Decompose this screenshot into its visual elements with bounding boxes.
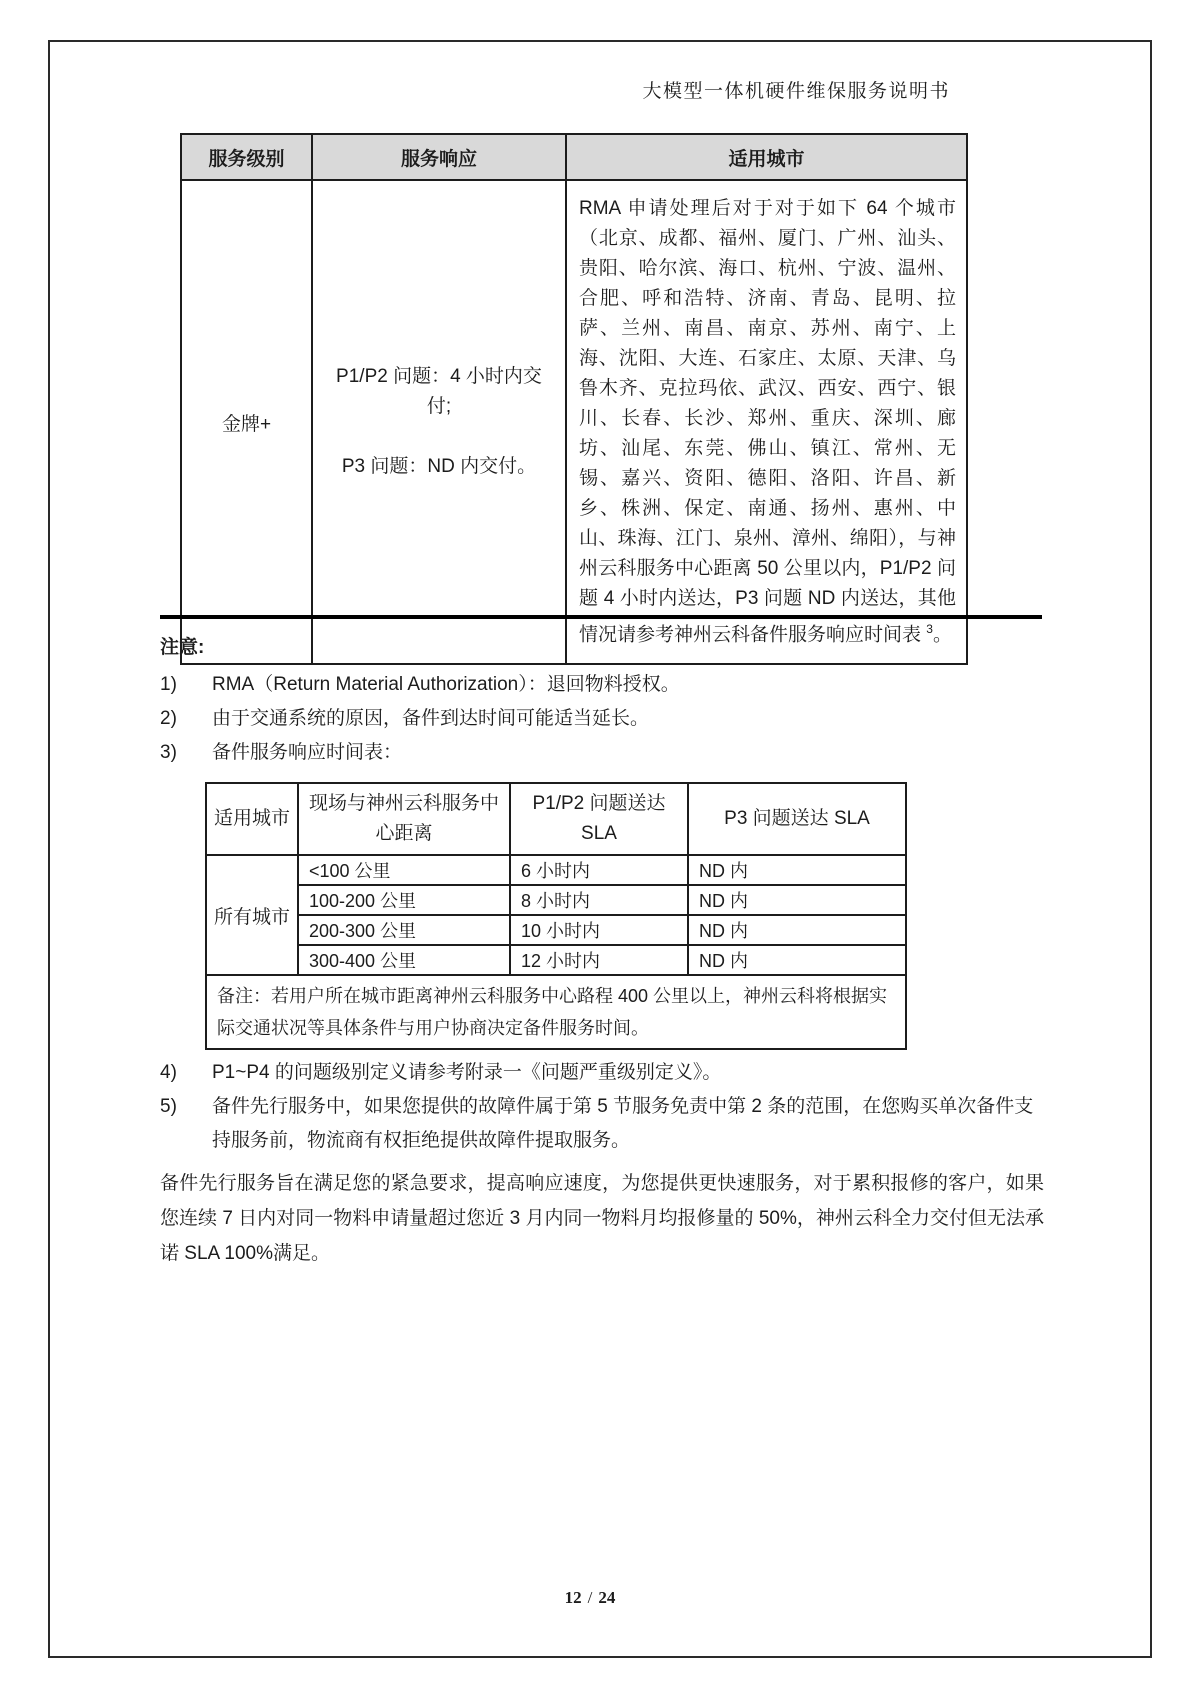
sla-p1p2-cell: 6 小时内 [510,855,688,885]
footnote-superscript-3: 3 [926,622,933,636]
note-text: 备件先行服务中，如果您提供的故障件属于第 5 节服务免责中第 2 条的范围，在您购买单次备件支持服务前，物流商有权拒绝提供故障件提取服务。 [212,1096,1034,1151]
sla-header-distance: 现场与神州云科服务中心距离 [298,783,510,855]
note-item-1 [160,668,1044,702]
service-table-row [181,180,967,664]
sla-response-time-table [205,782,907,1050]
service-table-header-row [181,134,967,180]
sla-table-header-row [206,783,906,855]
total-page-number: 24 [598,1588,616,1607]
sla-table-row [206,915,906,945]
service-table-header-response: 服务响应 [312,134,566,180]
applicable-cities-cell [566,180,967,664]
note-number: 4) [160,1062,177,1083]
sla-table-row [206,885,906,915]
section-divider [160,615,1042,619]
note-text: RMA（Return Material Authorization）：退回物料授权。 [212,674,680,695]
sla-distance-cell: <100 公里 [298,855,510,885]
closing-paragraph: 备件先行服务旨在满足您的紧急要求，提高响应速度，为您提供更快速服务，对于累积报修的客户，如果您连续 7 日内对同一物料申请量超过您近 3 月内同一物料月均报修量的 50%，神州云科全力交付但无法承诺 SLA 100%满足。 [160,1173,1044,1264]
sla-city-scope-cell: 所有城市 [206,855,298,975]
sla-distance-cell: 200-300 公里 [298,915,510,945]
note-number: 2) [160,708,177,729]
cities-text-period: 。 [932,624,952,646]
sla-p1p2-cell: 8 小时内 [510,885,688,915]
response-line-p3: P3 问题：ND 内交付。 [341,456,537,478]
sla-p1p2-cell: 12 小时内 [510,945,688,975]
note-number: 3) [160,742,177,763]
page-number-separator: / [587,1588,593,1607]
notes-section [160,632,1044,1271]
sla-distance-cell: 300-400 公里 [298,945,510,975]
note-text: P1~P4 的问题级别定义请参考附录一《问题严重级别定义》。 [212,1062,722,1083]
service-level-table [180,133,968,665]
current-page-number: 12 [564,1588,582,1607]
sla-distance-cell: 100-200 公里 [298,885,510,915]
page-footer [0,1588,1180,1608]
note-item-3 [160,736,1044,770]
note-item-5 [160,1090,1044,1158]
sla-header-p3: P3 问题送达 SLA [688,783,906,855]
sla-header-p1p2: P1/P2 问题送达 SLA [510,783,688,855]
document-header-title: 大模型一体机硬件维保服务说明书 [642,81,950,102]
service-response-cell [312,180,566,664]
sla-table-row [206,855,906,885]
note-text: 备件服务响应时间表： [212,742,403,763]
note-number: 1) [160,674,177,695]
response-line-p1p2: P1/P2 问题：4 小时内交付; [336,366,542,418]
sla-p3-cell: ND 内 [688,885,906,915]
sla-p3-cell: ND 内 [688,855,906,885]
note-text: 由于交通系统的原因，备件到达时间可能适当延长。 [212,708,650,729]
sla-table-row [206,945,906,975]
note-item-2 [160,702,1044,736]
sla-remark-cell: 备注：若用户所在城市距离神州云科服务中心路程 400 公里以上，神州云科将根据实际交通状况等具体条件与用户协商决定备件服务时间。 [206,975,906,1049]
cities-text: RMA 申请处理后对于对于如下 64 个城市（北京、成都、福州、厦门、广州、汕头、贵阳、哈尔滨、海口、杭州、宁波、温州、合肥、呼和浩特、济南、青岛、昆明、拉萨、兰州、南昌、南京、苏州、南宁、上海、沈阳、大连、石家庄、太原、天津、乌鲁木齐、克拉玛依、武汉、西安、西宁、银川、长春、长沙、郑州、重庆、深圳、廊坊、汕尾、东莞、佛山、镇江、常州、无锡、嘉兴、资阳、德阳、洛阳、许昌、新乡、株洲、保定、南通、扬州、惠州、中山、珠海、江门、泉州、漳州、绵阳），与神州云科服务中心距离 50 公里以内，P1/P2 问题 4 小时内送达，P3 问题 ND 内送达，其他情况请参考神州云科备件服务响应时间表 [579,198,956,646]
note-number: 5) [160,1096,177,1117]
service-table-header-cities: 适用城市 [566,134,967,180]
service-table-header-level: 服务级别 [181,134,312,180]
sla-p1p2-cell: 10 小时内 [510,915,688,945]
sla-table-remark-row [206,975,906,1049]
sla-p3-cell: ND 内 [688,915,906,945]
sla-p3-cell: ND 内 [688,945,906,975]
notes-label: 注意: [160,637,205,658]
service-level-cell: 金牌+ [181,180,312,664]
sla-header-city-scope: 适用城市 [206,783,298,855]
note-item-4 [160,1056,1044,1090]
